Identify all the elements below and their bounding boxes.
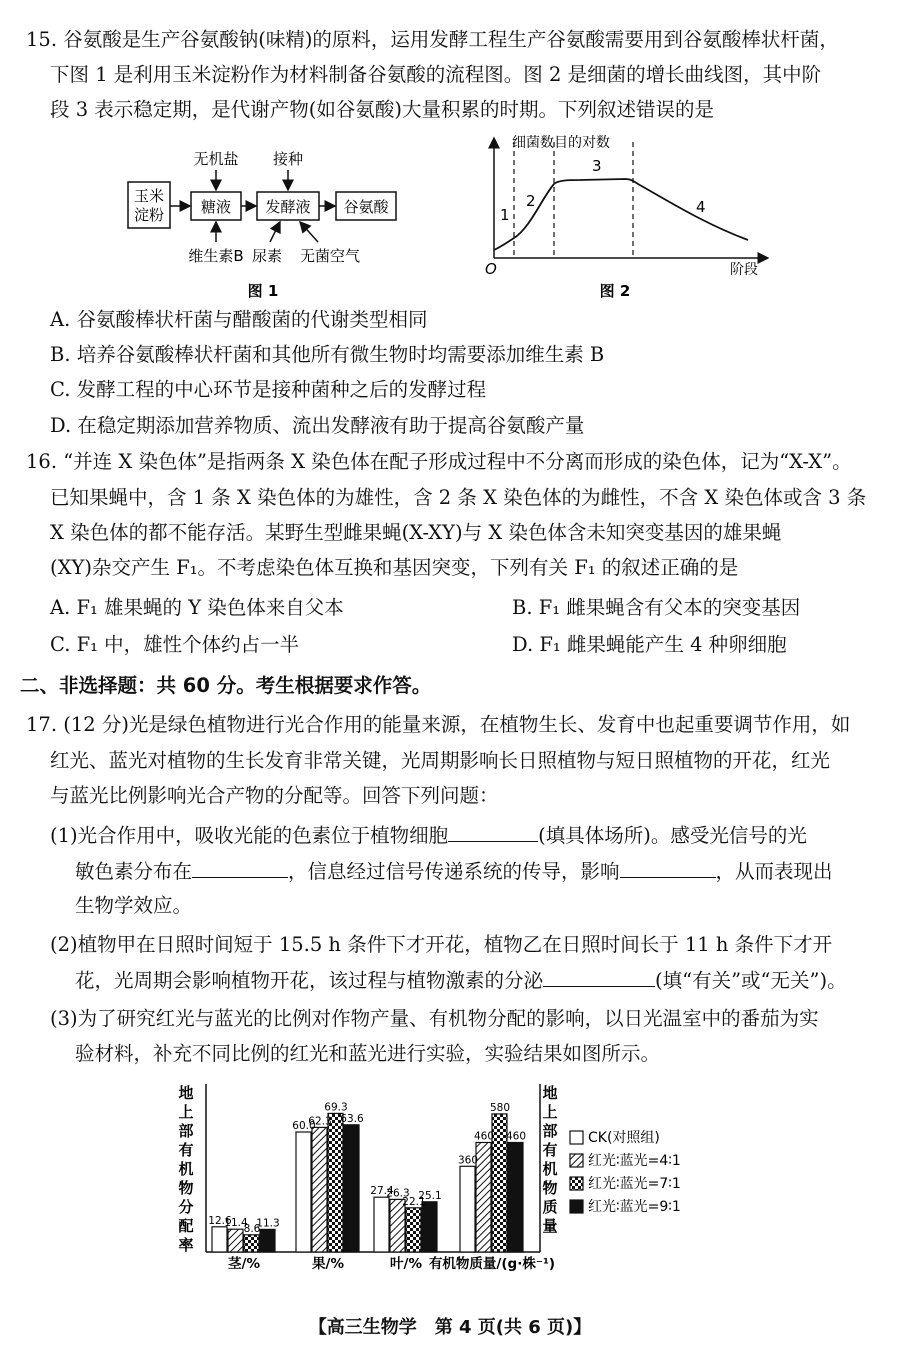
bar-value-label: 12.6 (208, 1214, 232, 1227)
q17-line1: 17. (12 分)光是绿色植物进行光合作用的能量来源，在植物生长、发育中也起重要调节作用，如 (26, 713, 851, 736)
bar-value-label: 8.6 (243, 1222, 261, 1235)
bar (492, 1114, 507, 1252)
label-urea: 尿素 (251, 247, 283, 265)
bar (460, 1166, 475, 1252)
q17-line2: 红光、蓝光对植物的生长发育非常关键，光周期影响长日照植物与短日照植物的开花，红光 (50, 749, 831, 772)
box-corn-starch-line1: 玉米 (133, 187, 165, 205)
q17-part1-text-c: 敏色素分布在 (75, 860, 193, 883)
legend-swatch (570, 1177, 583, 1190)
bar-value-label: 27.4 (370, 1185, 394, 1198)
label-inorganic-salt: 无机盐 (193, 150, 239, 168)
q17-part1-line2 (75, 857, 833, 885)
left-axis-label-char: 机 (178, 1160, 194, 1178)
category-label: 果/% (312, 1256, 344, 1272)
q16-line3: X 染色体的都不能存活。某野生型雌果蝇(X-XY)与 X 染色体含未知突变基因的雄果蝇 (50, 521, 782, 544)
left-axis-label-char: 有 (178, 1141, 194, 1159)
bar (260, 1229, 275, 1252)
q15-option-b: B. 培养谷氨酸棒状杆菌和其他所有微生物时均需要添加维生素 B (50, 343, 605, 366)
legend-label: 红光∶蓝光=7∶1 (588, 1176, 681, 1192)
right-axis-label-char: 上 (542, 1103, 558, 1121)
y-axis-label: 细菌数目的对数 (512, 135, 610, 151)
box-fermentation-broth-label: 发酵液 (265, 198, 311, 216)
bar-value-label: 60.0 (292, 1120, 316, 1132)
bar (476, 1142, 491, 1252)
q17-part3-line1: (3)为了研究红光与蓝光的比例对作物产量、有机物分配的影响，以日光温室中的番茄为实 (50, 1007, 819, 1030)
left-axis-label-char: 分 (178, 1198, 194, 1216)
right-axis-label-char: 质 (542, 1198, 558, 1216)
left-axis-label (178, 1084, 193, 1254)
q16-option-b: B. F₁ 雌果蝇含有父本的突变基因 (512, 596, 801, 619)
q15-option-c: C. 发酵工程的中心环节是接种菌种之后的发酵过程 (50, 378, 487, 401)
bar-chart (170, 1078, 730, 1274)
bar-value-label: 26.3 (386, 1187, 410, 1200)
stage-label-4: 4 (696, 198, 706, 216)
bar-value-label: 11.4 (224, 1217, 248, 1230)
bar-value-label: 11.3 (256, 1217, 280, 1230)
stage-label-1: 1 (500, 206, 510, 224)
legend-label: 红光∶蓝光=4∶1 (588, 1153, 681, 1169)
right-axis-label-char: 物 (542, 1179, 558, 1197)
bar (406, 1208, 421, 1252)
x-axis-label: 阶段 (730, 262, 758, 278)
q15-line3: 段 3 表示稳定期，是代谢产物(如谷氨酸)大量积累的时期。下列叙述错误的是 (50, 98, 715, 121)
stage-label-2: 2 (526, 192, 536, 210)
page-footer: 【高三生物学 第 4 页(共 6 页)】 (308, 1317, 592, 1338)
growth-curve (494, 179, 748, 250)
q15-option-a: A. 谷氨酸棒状杆菌与醋酸菌的代谢类型相同 (50, 308, 428, 331)
q16-line2: 已知果蝇中，含 1 条 X 染色体的为雄性，含 2 条 X 染色体的为雌性，不含 X 染色体或含 3 条 (50, 486, 867, 509)
bar-value-label: 62.3 (308, 1115, 332, 1128)
q16-line4: (XY)杂交产生 F₁。不考虑染色体互换和基因突变，下列有关 F₁ 的叙述正确的是 (50, 556, 739, 579)
legend-swatch (570, 1131, 583, 1144)
legend-swatch (570, 1154, 583, 1167)
bar (344, 1125, 359, 1252)
bar (422, 1202, 437, 1252)
legend-label: 红光∶蓝光=9∶1 (588, 1199, 681, 1215)
stage-label-3: 3 (592, 157, 602, 175)
bar-value-label: 63.6 (340, 1112, 364, 1125)
figure-2-caption: 图 2 (599, 282, 631, 300)
figure-1-caption: 图 1 (247, 282, 279, 300)
box-corn-starch-line2: 淀粉 (133, 206, 165, 224)
answer-blank-2[interactable] (192, 857, 288, 878)
bar-value-label: 460 (473, 1130, 495, 1143)
legend-swatch (570, 1200, 583, 1213)
right-axis-label (542, 1084, 557, 1235)
answer-blank-3[interactable] (620, 857, 716, 878)
category-label: 茎/% (228, 1256, 260, 1272)
q16-line1: 16. “并连 X 染色体”是指两条 X 染色体在配子形成过程中不分离而形成的染色体，记为“X-X”。 (26, 450, 852, 473)
q17-part2-text-b: 花，光周期会影响植物开花，该过程与植物激素的分泌 (75, 969, 544, 992)
box-sugar-solution-label: 糖液 (200, 198, 232, 216)
q16-option-c: C. F₁ 中，雄性个体约占一半 (50, 633, 300, 656)
label-vitamin-b: 维生素B (188, 247, 244, 265)
bar-value-label: 360 (457, 1154, 479, 1167)
answer-blank-1[interactable] (448, 821, 538, 842)
category-labels-group (228, 1255, 555, 1272)
right-axis-label-char: 地 (542, 1084, 558, 1102)
bar (508, 1142, 523, 1252)
growth-curve-figure-2 (480, 128, 780, 313)
label-sterile-air: 无菌空气 (299, 247, 361, 265)
category-label: 有机物质量/(g·株⁻¹) (428, 1256, 556, 1272)
bar (296, 1132, 311, 1252)
arrow-urea (270, 222, 280, 242)
right-axis-label-char: 部 (542, 1122, 558, 1140)
arrow-sterile-air (300, 222, 318, 242)
legend-label: CK(对照组) (588, 1130, 660, 1146)
bar (328, 1113, 343, 1252)
q15-line1: 15. 谷氨酸是生产谷氨酸钠(味精)的原料，运用发酵工程生产谷氨酸需要用到谷氨酸棒状杆菌， (26, 28, 839, 51)
bar (212, 1227, 227, 1252)
bar-value-label: 22.1 (402, 1195, 426, 1208)
bar-value-label: 25.1 (418, 1189, 442, 1202)
q16-option-a: A. F₁ 雄果蝇的 Y 染色体来自父本 (50, 596, 344, 619)
left-axis-label-char: 物 (178, 1179, 194, 1197)
answer-blank-4[interactable] (543, 966, 655, 987)
bar-value-label: 460 (505, 1130, 527, 1143)
q17-part2-text-c: (填“有关”或“无关”)。 (655, 969, 847, 992)
section-heading: 二、非选择题：共 60 分。考生根据要求作答。 (20, 674, 432, 697)
chart-legend (570, 1130, 681, 1215)
q16-option-d: D. F₁ 雌果蝇能产生 4 种卵细胞 (512, 633, 787, 656)
label-inoculation: 接种 (272, 150, 304, 168)
left-axis-label-char: 配 (178, 1217, 194, 1235)
q17-part1-text-a: (1)光合作用中，吸收光能的色素位于植物细胞 (50, 824, 449, 847)
right-axis-label-char: 量 (542, 1217, 558, 1235)
q17-part2-line1: (2)植物甲在日照时间短于 15.5 h 条件下才开花，植物乙在日照时间长于 11 h 条件下才开 (50, 933, 833, 956)
bar (374, 1197, 389, 1252)
left-axis-label-char: 地 (178, 1084, 194, 1102)
right-axis-label-char: 机 (542, 1160, 558, 1178)
left-axis-label-char: 率 (178, 1236, 194, 1254)
q17-part1-text-e: ，从而表现出 (715, 860, 833, 883)
bar (312, 1127, 327, 1252)
q15-line2: 下图 1 是利用玉米淀粉作为材料制备谷氨酸的流程图。图 2 是细菌的增长曲线图，其中阶 (50, 63, 822, 86)
category-label: 叶/% (390, 1256, 422, 1272)
flowchart-figure-1 (120, 140, 420, 310)
bar-value-label: 69.3 (324, 1101, 348, 1114)
left-axis-label-char: 部 (178, 1122, 194, 1140)
q17-part1-text-b: (填具体场所)。感受光信号的光 (538, 824, 807, 847)
bar-value-label: 580 (489, 1101, 511, 1114)
origin-label: O (485, 260, 497, 278)
bar (244, 1235, 259, 1252)
left-axis-label-char: 上 (178, 1103, 194, 1121)
q17-part1-line3: 生物学效应。 (75, 894, 193, 917)
bar (228, 1229, 243, 1252)
box-glutamic-acid-label: 谷氨酸 (343, 198, 389, 216)
right-axis-label-char: 有 (542, 1141, 558, 1159)
q17-part1-text-d: ，信息经过信号传递系统的传导，影响 (288, 860, 620, 883)
q17-part1-line1 (50, 821, 807, 849)
q17-part3-line2: 验材料，补充不同比例的红光和蓝光进行实验，实验结果如图所示。 (75, 1042, 661, 1065)
q15-option-d: D. 在稳定期添加营养物质、流出发酵液有助于提高谷氨酸产量 (50, 414, 585, 437)
q17-part2-line2 (75, 966, 847, 994)
q17-line3: 与蓝光比例影响光合产物的分配等。回答下列问题： (50, 784, 499, 807)
